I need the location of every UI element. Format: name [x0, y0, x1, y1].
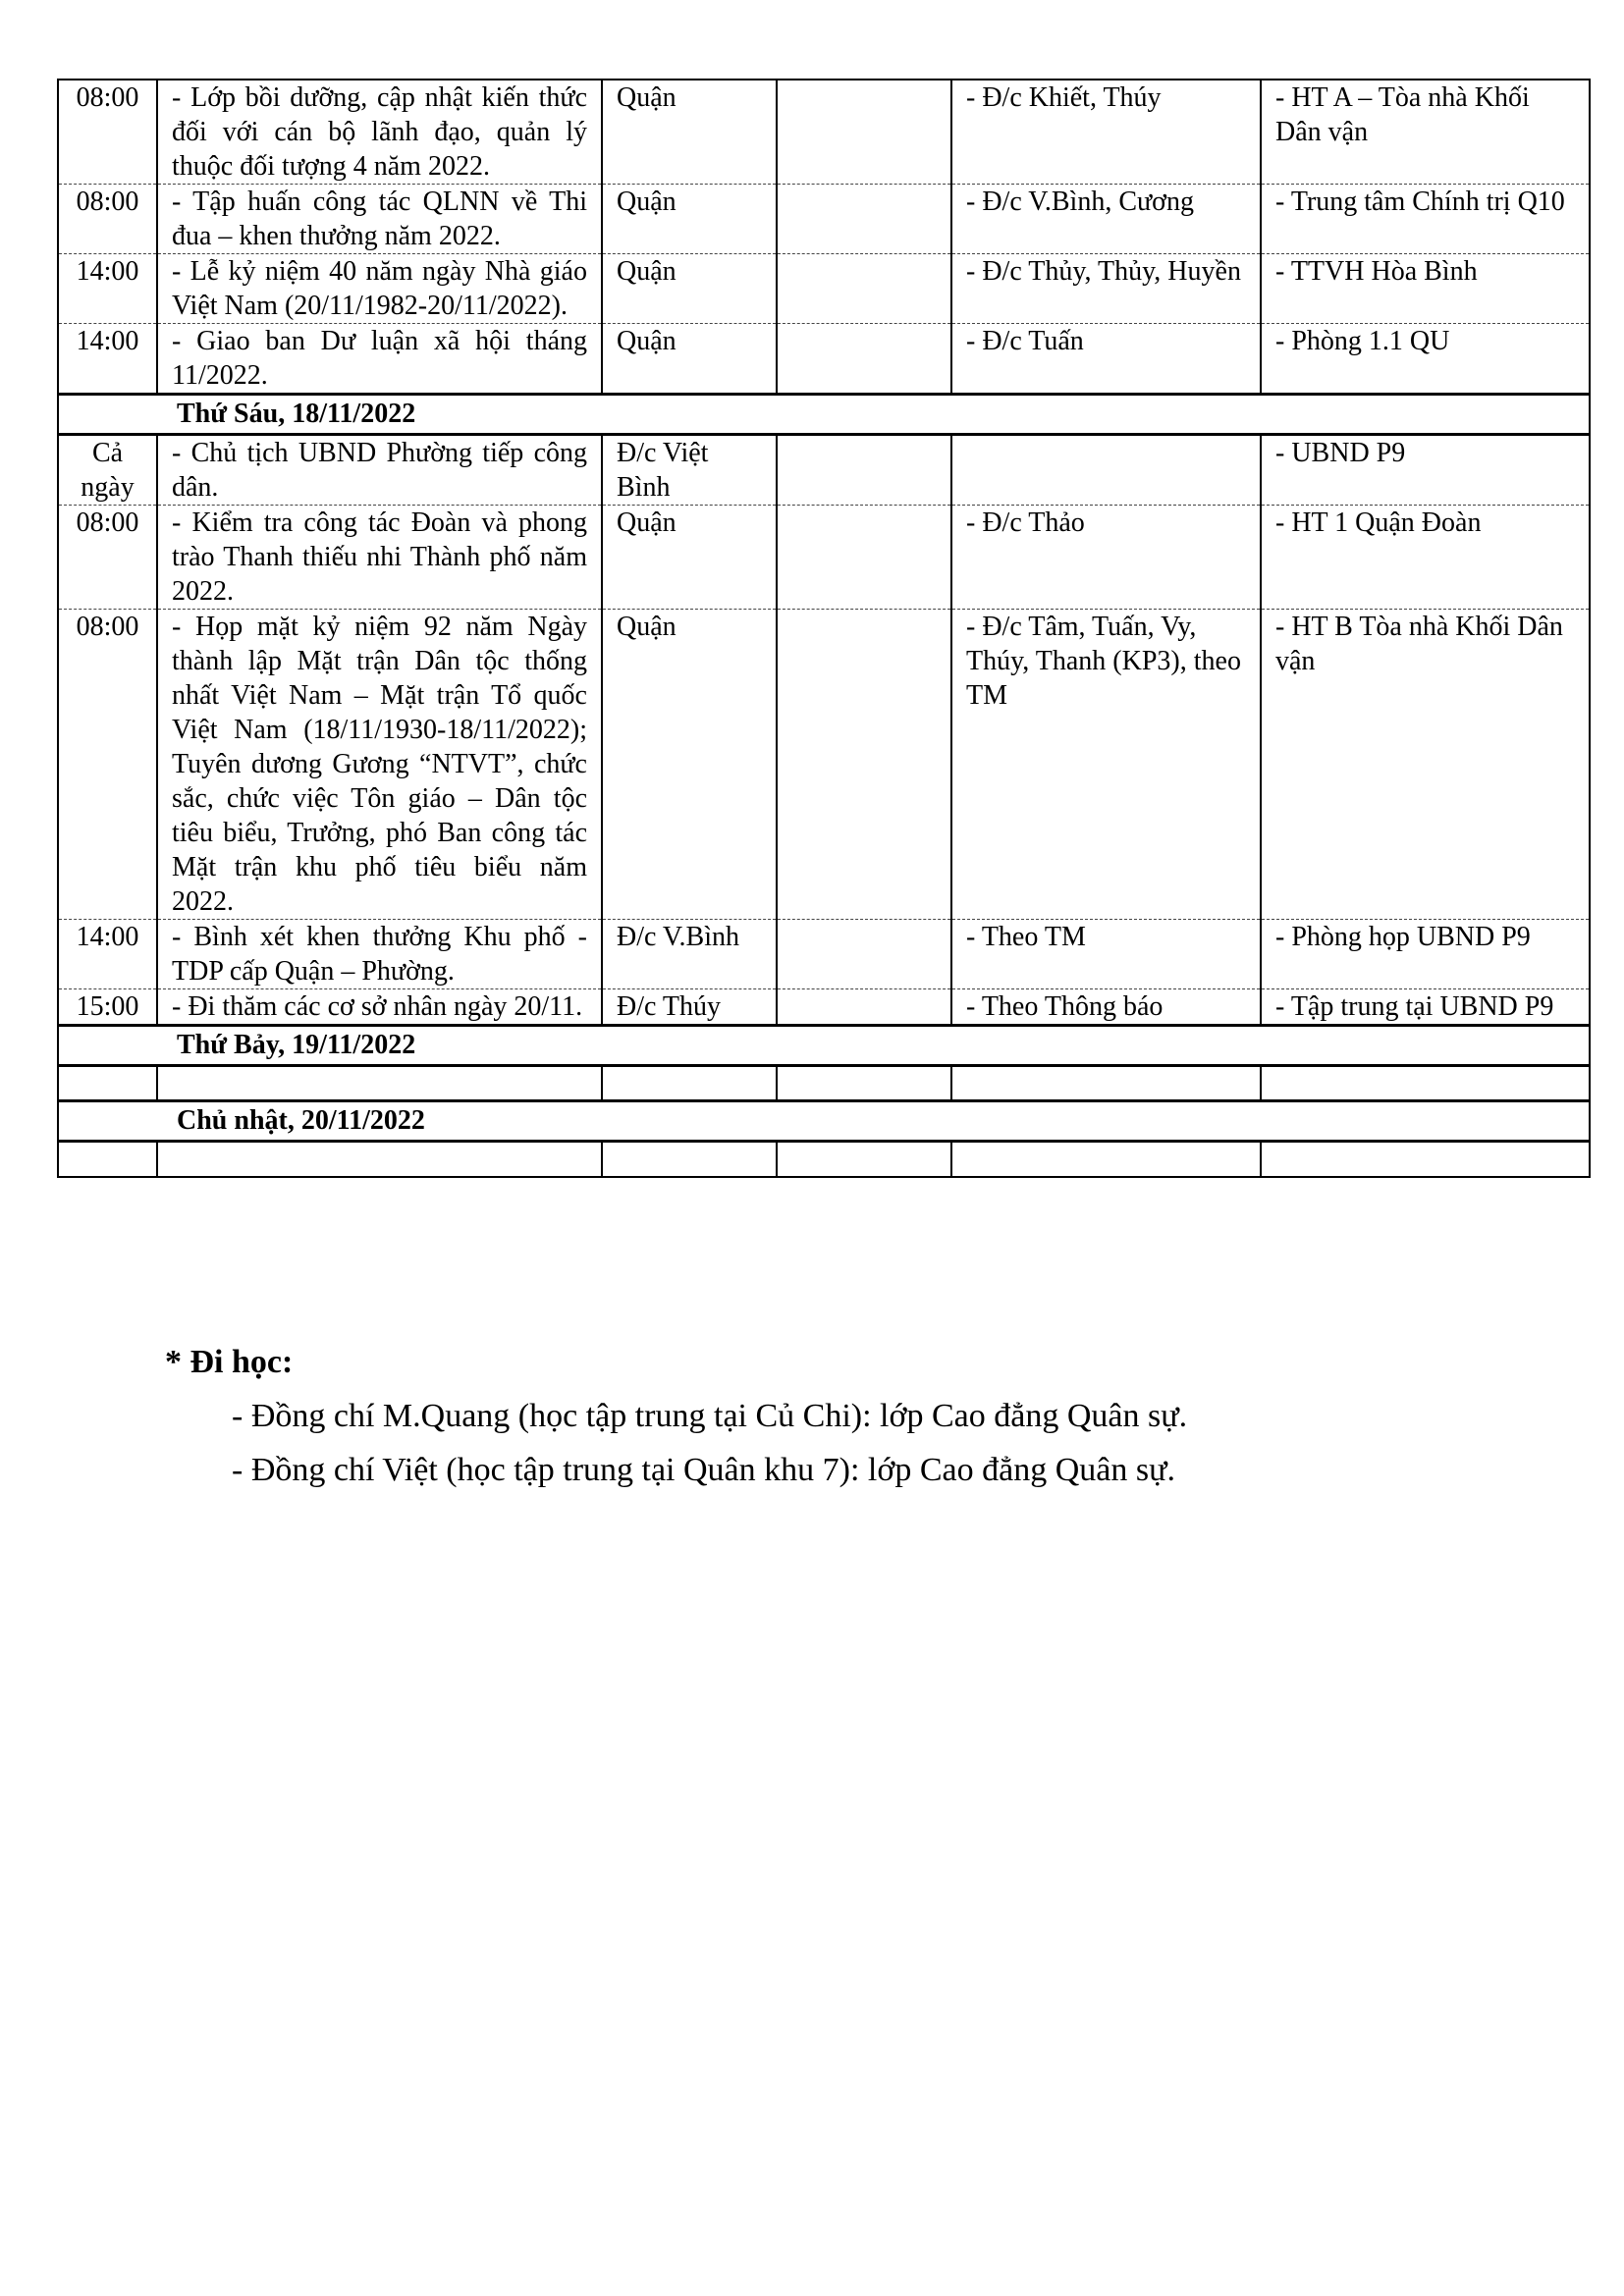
time-cell: [58, 1066, 157, 1101]
time-cell: Cả ngày: [58, 435, 157, 506]
day-header-saturday: [58, 1026, 1590, 1066]
schedule-row: [58, 80, 1590, 185]
host-cell: Đ/c Việt Bình: [602, 435, 777, 506]
content-cell: - Tập huấn công tác QLNN về Thi đua – khen thưởng năm 2022.: [157, 185, 602, 254]
attendees-cell: - Đ/c V.Bình, Cương: [951, 185, 1261, 254]
weekly-schedule-table: [57, 79, 1591, 1178]
time-cell: 14:00: [58, 254, 157, 324]
schedule-row: [58, 185, 1590, 254]
prep-cell: [777, 254, 951, 324]
attendees-cell: [951, 1066, 1261, 1101]
schedule-row: [58, 506, 1590, 610]
schedule-row: [58, 610, 1590, 920]
place-cell: - HT B Tòa nhà Khối Dân vận: [1261, 610, 1590, 920]
day-header-sunday: [58, 1101, 1590, 1142]
time-cell: 08:00: [58, 506, 157, 610]
place-cell: - HT 1 Quận Đoàn: [1261, 506, 1590, 610]
schedule-row: [58, 920, 1590, 989]
host-cell: Quận: [602, 506, 777, 610]
host-cell: Quận: [602, 610, 777, 920]
time-cell: 08:00: [58, 80, 157, 185]
place-cell: - Tập trung tại UBND P9: [1261, 989, 1590, 1026]
place-cell: - UBND P9: [1261, 435, 1590, 506]
host-cell: Quận: [602, 80, 777, 185]
prep-cell: [777, 185, 951, 254]
content-cell: - Đi thăm các cơ sở nhân ngày 20/11.: [157, 989, 602, 1026]
place-cell: - Trung tâm Chính trị Q10: [1261, 185, 1590, 254]
content-cell: - Bình xét khen thưởng Khu phố - TDP cấp Quận – Phường.: [157, 920, 602, 989]
time-cell: 08:00: [58, 610, 157, 920]
attendees-cell: - Đ/c Tâm, Tuấn, Vy, Thúy, Thanh (KP3), theo TM: [951, 610, 1261, 920]
host-cell: Quận: [602, 324, 777, 395]
study-note-item: - Đồng chí Việt (học tập trung tại Quân khu 7): lớp Cao đẳng Quân sự.: [232, 1452, 1175, 1488]
host-cell: [602, 1142, 777, 1177]
prep-cell: [777, 920, 951, 989]
day-header-label: Thứ Sáu, 18/11/2022: [58, 395, 1590, 435]
place-cell: - Phòng họp UBND P9: [1261, 920, 1590, 989]
time-cell: 14:00: [58, 324, 157, 395]
place-cell: - HT A – Tòa nhà Khối Dân vận: [1261, 80, 1590, 185]
content-cell: - Lớp bồi dưỡng, cập nhật kiến thức đối với cán bộ lãnh đạo, quản lý thuộc đối tượng 4 năm 2022.: [157, 80, 602, 185]
host-cell: [602, 1066, 777, 1101]
prep-cell: [777, 435, 951, 506]
schedule-row: [58, 254, 1590, 324]
place-cell: - Phòng 1.1 QU: [1261, 324, 1590, 395]
day-header-label: Chủ nhật, 20/11/2022: [58, 1101, 1590, 1142]
content-cell: - Kiểm tra công tác Đoàn và phong trào Thanh thiếu nhi Thành phố năm 2022.: [157, 506, 602, 610]
attendees-cell: - Đ/c Tuấn: [951, 324, 1261, 395]
schedule-row-empty: [58, 1066, 1590, 1101]
attendees-cell: [951, 435, 1261, 506]
time-cell: 15:00: [58, 989, 157, 1026]
prep-cell: [777, 610, 951, 920]
attendees-cell: - Đ/c Thủy, Thủy, Huyền: [951, 254, 1261, 324]
prep-cell: [777, 1142, 951, 1177]
prep-cell: [777, 1066, 951, 1101]
study-note-item: - Đồng chí M.Quang (học tập trung tại Củ Chi): lớp Cao đẳng Quân sự.: [232, 1398, 1188, 1434]
host-cell: Quận: [602, 254, 777, 324]
attendees-cell: - Theo TM: [951, 920, 1261, 989]
schedule-body: [58, 80, 1590, 1177]
content-cell: - Lễ kỷ niệm 40 năm ngày Nhà giáo Việt Nam (20/11/1982-20/11/2022).: [157, 254, 602, 324]
attendees-cell: - Đ/c Khiết, Thúy: [951, 80, 1261, 185]
prep-cell: [777, 80, 951, 185]
attendees-cell: - Đ/c Thảo: [951, 506, 1261, 610]
day-header-friday: [58, 395, 1590, 435]
time-cell: 08:00: [58, 185, 157, 254]
attendees-cell: [951, 1142, 1261, 1177]
host-cell: Đ/c Thúy: [602, 989, 777, 1026]
schedule-row: [58, 989, 1590, 1026]
attendees-cell: - Theo Thông báo: [951, 989, 1261, 1026]
study-notes: [165, 1335, 1187, 1497]
schedule-row-empty: [58, 1142, 1590, 1177]
study-notes-heading: * Đi học:: [165, 1344, 294, 1380]
content-cell: - Giao ban Dư luận xã hội tháng 11/2022.: [157, 324, 602, 395]
schedule-row: [58, 435, 1590, 506]
prep-cell: [777, 989, 951, 1026]
prep-cell: [777, 324, 951, 395]
schedule-row: [58, 324, 1590, 395]
host-cell: Quận: [602, 185, 777, 254]
content-cell: - Họp mặt kỷ niệm 92 năm Ngày thành lập Mặt trận Dân tộc thống nhất Việt Nam – Mặt trận Tổ quốc Việt Nam (18/11/1930-18/11/2022); Tuyên dương Gương “NTVT”, chức sắc, chức việc Tôn giáo – Dân tộc tiêu biểu, Trưởng, phó Ban công tác Mặt trận khu phố tiêu biểu năm 2022.: [157, 610, 602, 920]
place-cell: - TTVH Hòa Bình: [1261, 254, 1590, 324]
time-cell: [58, 1142, 157, 1177]
place-cell: [1261, 1066, 1590, 1101]
place-cell: [1261, 1142, 1590, 1177]
day-header-label: Thứ Bảy, 19/11/2022: [58, 1026, 1590, 1066]
content-cell: [157, 1066, 602, 1101]
content-cell: [157, 1142, 602, 1177]
content-cell: - Chủ tịch UBND Phường tiếp công dân.: [157, 435, 602, 506]
prep-cell: [777, 506, 951, 610]
time-cell: 14:00: [58, 920, 157, 989]
host-cell: Đ/c V.Bình: [602, 920, 777, 989]
